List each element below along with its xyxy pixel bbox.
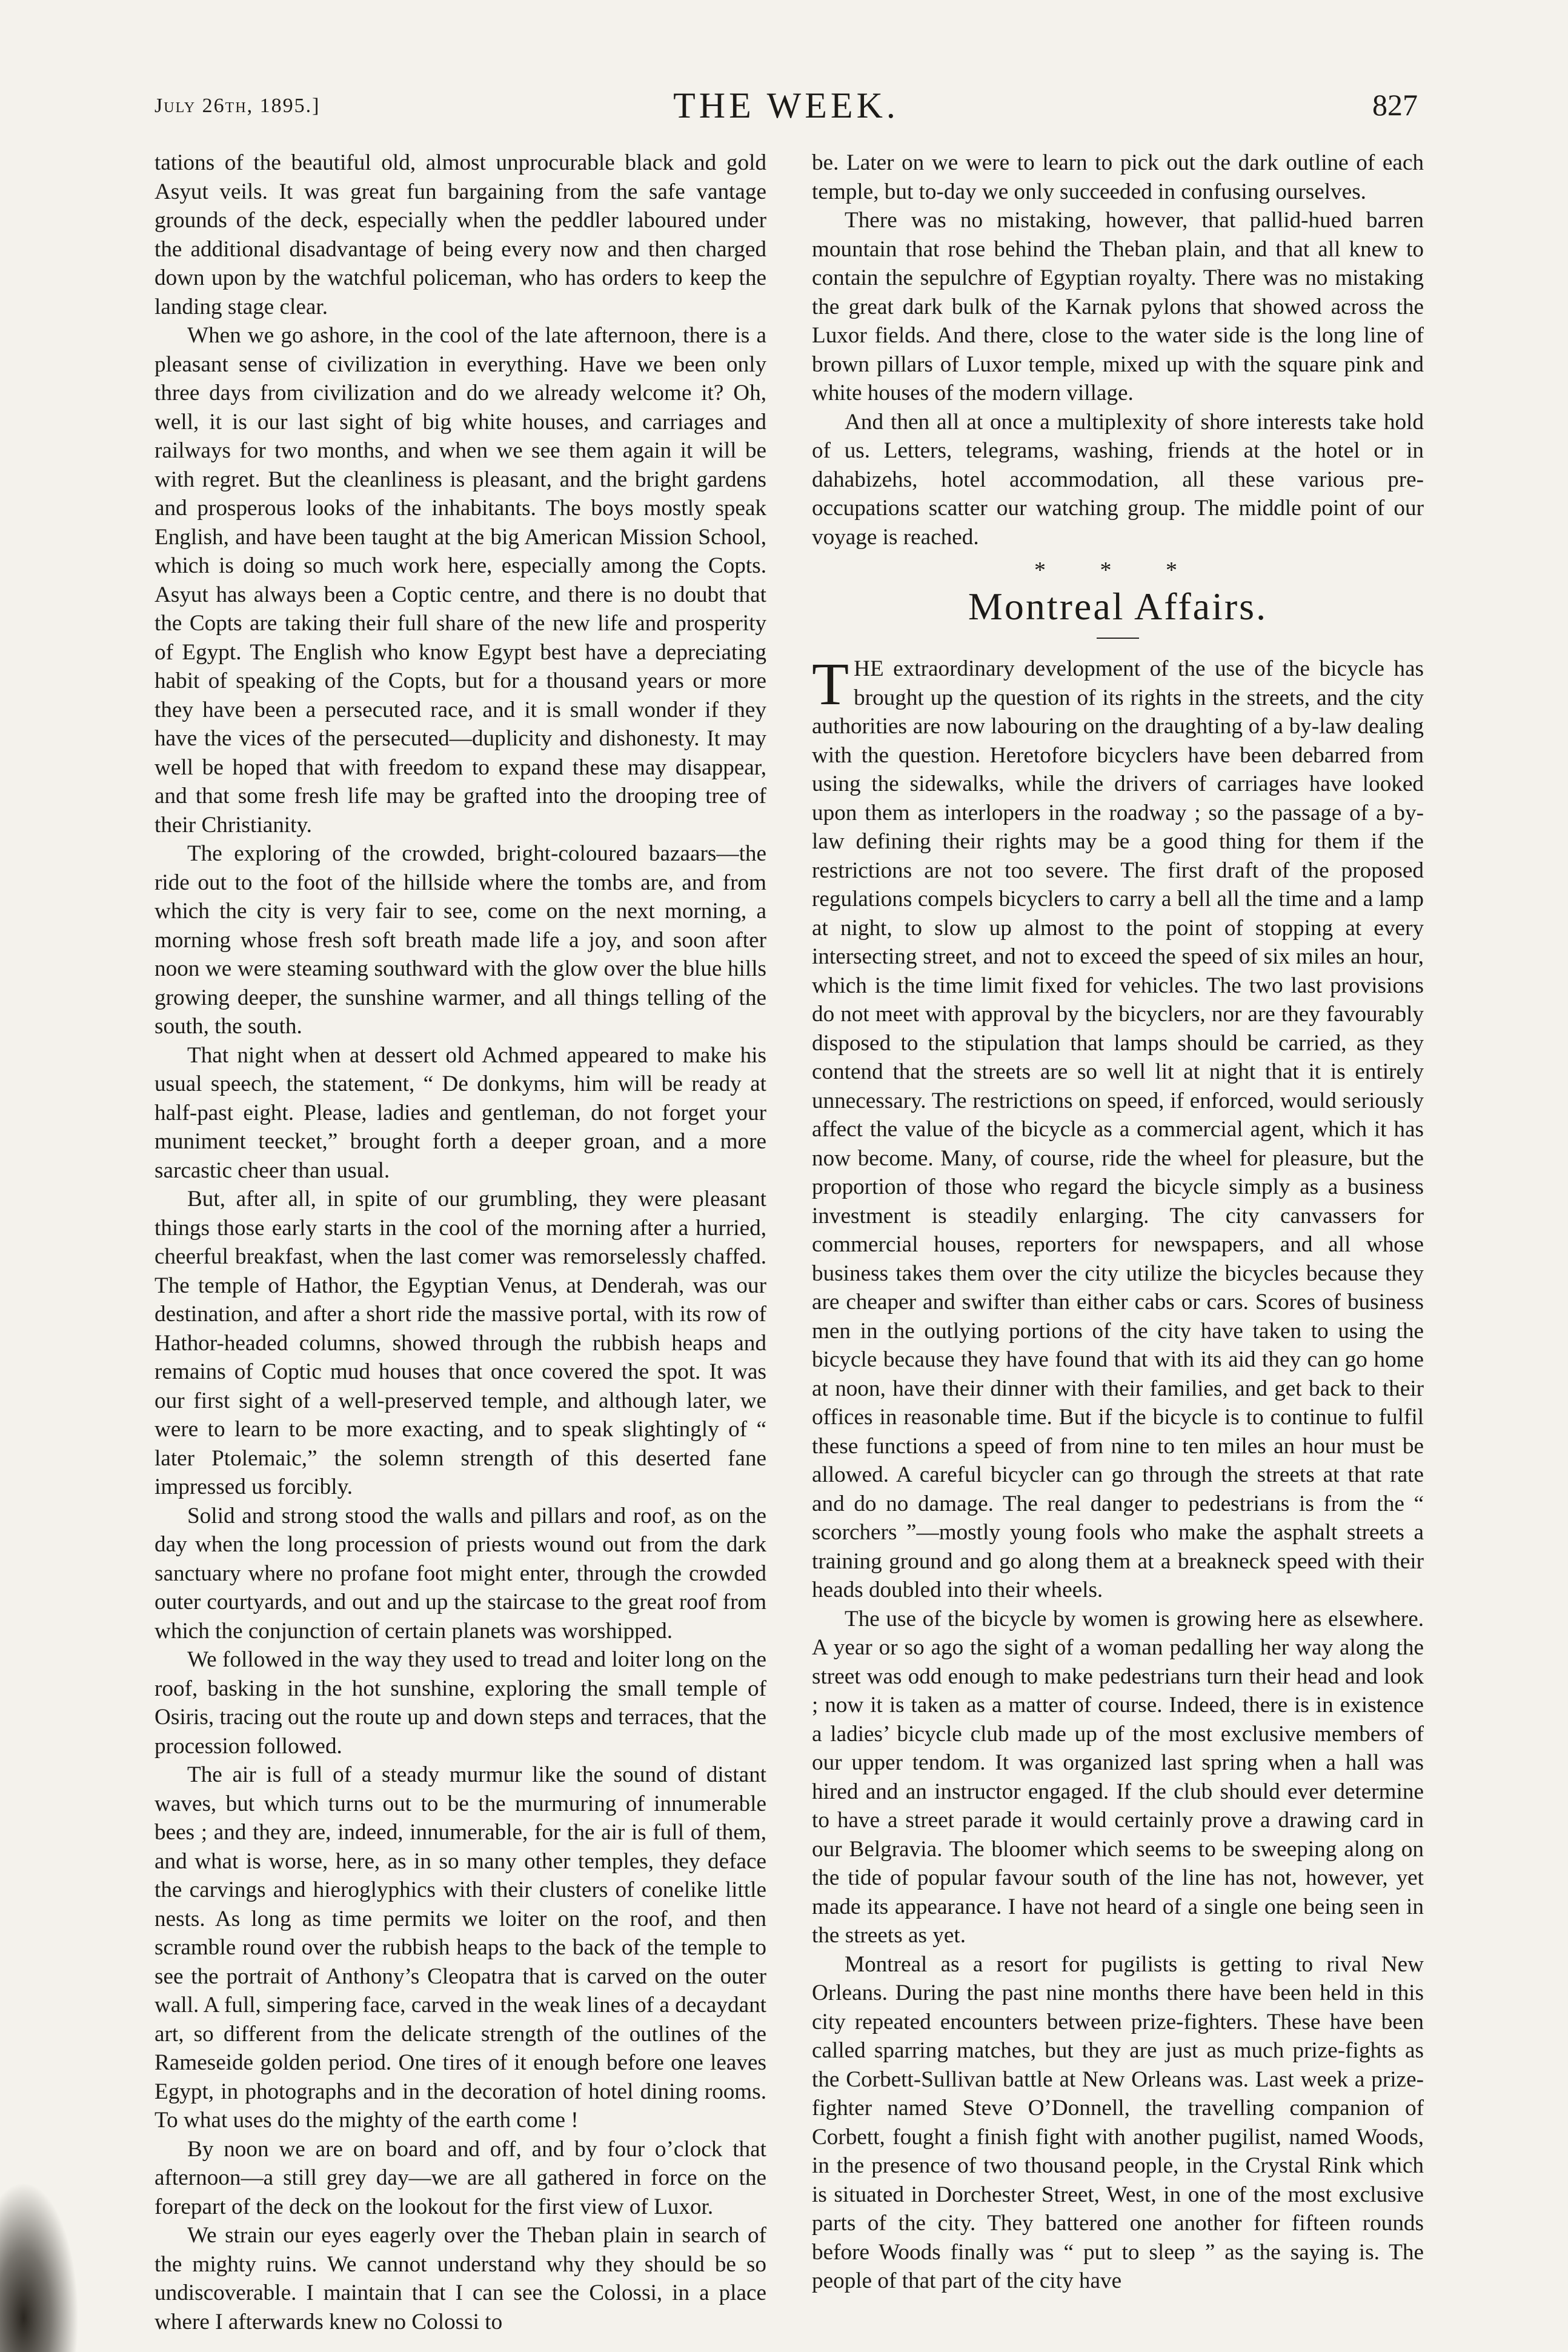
page-header (154, 85, 1418, 133)
paragraph: By noon we are on board and off, and by four o’clock that afternoon—a still grey day—we are all gathered in force on the forepart of the deck on the lookout for the first view of Luxor. (154, 2136, 766, 2219)
section-title: Montreal Affairs. (968, 585, 1268, 628)
paragraph: We followed in the way they used to tread and loiter long on the roof, basking in the hot sunshine, exploring the small temple of Osiris, tracing out the route up and down steps and terraces, that the procession followed. (154, 1647, 766, 1759)
paragraph: There was no mistaking, however, that pallid-hued barren mountain that rose behind the Theban plain, and that all knew to contain the sepulchre of Egyptian royalty. There was no mistaking the great dark bulk of the Karnak pylons that showed across the Luxor fields. And there, close to the water side is the long line of brown pillars of Luxor temple, mixed up with the square pink and white houses of the modern village. (812, 208, 1424, 405)
paragraph: We strain our eyes eagerly over the Theban plain in search of the mighty ruins. We cannot understand why they should be so undiscoverable. I maintain that I can see the Colossi, in a place where I afterwards knew no Colossi to (154, 2223, 766, 2334)
journal-title: THE WEEK. (673, 85, 899, 125)
right-column (812, 148, 1424, 2296)
page-number: 827 (1372, 88, 1418, 122)
scan-ink-blot (0, 2182, 79, 2352)
paragraph-text: HE extraordinary development of the use of the bicycle has brought up the question of its rights in the streets, and the city authorities are now labouring on the draughting of a by-law dealing with the question. Heretofore bicyclers have been debarred from using the sidewalks, while the drivers of carriages have looked upon them as interlopers in the roadway ; so the passage of a by-law defining their rights may be a good thing for them if the restrictions are not too severe. The first draft of the proposed regulations compels bicyclers to carry a bell all the time and a lamp at night, to slow up almost to the point of stopping at every intersecting street, and not to exceed the speed of six miles an hour, which is the time limit fixed for vehicles. The two last provisions do not meet with approval by the bicyclers, nor are they favourably disposed to the stipulation that lamps should be carried, as they contend that the streets are so well lit at night that it is entirely unnecessary. The restrictions on speed, if enforced, would seriously affect the value of the bicycle as a commercial agent, which it has now become. Many, of course, ride the wheel for pleasure, but the proportion of those who regard the bicycle simply as a business investment is steadily enlarging. The city canvassers for commercial houses, reporters for newspapers, and all whose business takes them over the city utilize the bicycles because they are cheaper and swifter than either cabs or cars. Scores of business men in the outlying portions of the city have taken to using the bicycle because they have found that with its aid they can go home at noon, have their dinner with their families, and get back to their offices in reasonable time. But if the bicycle is to continue to fulfil these functions a speed of from nine to ten miles an hour must be allowed. A careful bicycler can go through the streets at that rate and do no damage. The real danger to pedestrians is from the “ scorchers ”—mostly young fools who make the asphalt streets a training ground and go along them at a breakneck speed with their heads doubled into their wheels. (812, 656, 1424, 1602)
paragraph: The air is full of a steady murmur like the sound of distant waves, but which turns out to be the murmuring of innumerable bees ; and they are, indeed, innumerable, for the air is full of them, and what is worse, here, as in so many other temples, they deface the carvings and hieroglyphics with their clusters of conelike little nests. As long as time permits we loiter on the roof, and then scramble round over the rubbish heaps to the back of the temple to see the portrait of Anthony’s Cleopatra that is carved on the outer wall. A full, simpering face, carved in the weak lines of a decaydant art, so different from the delicate strength of the outlines of the Rameseide golden period. One tires of it enough before one leaves Egypt, in photographs and in the decoration of hotel dining rooms. To what uses do the mighty of the earth come ! (154, 1762, 766, 2133)
paragraph: Solid and strong stood the walls and pillars and roof, as on the day when the long procession of priests wound out from the dark sanctuary where no profane foot might enter, through the crowded outer courtyards, and out and up the staircase to the great roof from which the conjunction of certain planets was worshipped. (154, 1503, 766, 1644)
paragraph-with-drop-cap (812, 650, 1424, 1605)
title-rule (1097, 638, 1139, 639)
paragraph: The exploring of the crowded, bright-coloured bazaars—the ride out to the foot of the hillside where the tombs are, and from which the city is very fair to see, come on the next morning, a morning whose fresh soft breath made life a joy, and soon after noon we were steaming southward with the glow over the blue hills growing deeper, the sunshine warmer, and all things telling of the south, the south. (154, 841, 766, 1039)
paragraph: tations of the beautiful old, almost unprocurable black and gold Asyut veils. It was great fun bargaining from the safe vantage grounds of the deck, especially when the peddler laboured under the additional disadvantage of being every now and then charged down upon by the watchful policeman, who has orders to keep the landing stage clear. (154, 150, 766, 319)
left-column (154, 148, 766, 2336)
paragraph: The use of the bicycle by women is growing here as elsewhere. A year or so ago the sight of a woman pedalling her way along the street was odd enough to make pedestrians turn their head and look ; now it is taken as a matter of course. Indeed, there is in existence a ladies’ bicycle club made up of the most exclusive members of our upper tendom. It was organized last spring when a hall was hired and an instructor engaged. If the club should ever determine to have a street parade it would certainly prove a drawing card in our Belgravia. The bloomer which seems to be sweeping along on the tide of popular favour south of the line has not, however, yet made its appearance. I have not heard of a single one being seen in the streets as yet. (812, 1606, 1424, 1948)
paragraph: That night when at dessert old Achmed appeared to make his usual speech, the statement, “ De donkyms, him will be ready at half-past eight. Please, ladies and gentleman, do not forget your muniment teecket,” brought forth a deeper groan, and a more sarcastic cheer than usual. (154, 1042, 766, 1183)
paragraph: be. Later on we were to learn to pick out the dark outline of each temple, but to-day we only succeeded in confusing ourselves. (812, 150, 1424, 204)
paragraph: Montreal as a resort for pugilists is getting to rival New Orleans. During the past nine months there have been held in this city repeated encounters between prize-fighters. These have been called sparring matches, but they are just as much prize-fights as the Corbett-Sullivan battle at New Orleans was. Last week a prize-fighter named Steve O’Donnell, the travelling companion of Corbett, fought a finish fight with another pugilist, named Woods, in the presence of two thousand people, in the Crystal Rink which is situated in Dorchester Street, West, in one of the most exclusive parts of the city. They battered one another for fifteen rounds before Woods finally was “ put to sleep ” as the saying is. The people of that part of the city have (812, 1951, 1424, 2293)
paragraph: And then all at once a multiplexity of shore interests take hold of us. Letters, telegrams, washing, friends at the hotel or in dahabizehs, hotel accommodation, all these various pre-occupations scatter our watching group. The middle point of our voyage is reached. (812, 409, 1424, 550)
drop-cap: T (812, 650, 849, 718)
section-separator-stars: * * * (1034, 558, 1201, 583)
issue-date: July 26th, 1895.] (154, 95, 321, 117)
paragraph: But, after all, in spite of our grumbling, they were pleasant things those early starts in the cool of the morning after a hurried, cheerful breakfast, when the last comer was remorselessly chaffed. The temple of Hathor, the Egyptian Venus, at Denderah, was our destination, and after a short ride the massive portal, with its row of Hathor-headed columns, showed through the rubbish heaps and remains of Coptic mud houses that once covered the spot. It was our first sight of a well-preserved temple, and although later, we were to learn to be more exacting, and to speak slightingly of “ later Ptolemaic,” the solemn strength of this deserted fane impressed us forcibly. (154, 1187, 766, 1499)
paragraph: When we go ashore, in the cool of the late afternoon, there is a pleasant sense of civilization in everything. Have we been only three days from civilization and do we already welcome it? Oh, well, it is our last sight of big white houses, and carriages and railways for two months, and when we see them again it will be with regret. But the cleanliness is pleasant, and the bright gardens and prosperous looks of the inhabitants. The boys mostly speak English, and have been taught at the big American Mission School, which is doing so much work here, especially among the Copts. Asyut has always been a Coptic centre, and there is no doubt that the Copts are taking their full share of the new life and prosperity of Egypt. The English who know Egypt best have a depreciating habit of speaking of the Copts, but for a thousand years or more they have been a persecuted race, and it is small wonder if they have the vices of the persecuted—duplicity and dishonesty. It may well be hoped that with freedom to expand these may disappear, and that some fresh life may be grafted into the drooping tree of their Christianity. (154, 323, 766, 838)
